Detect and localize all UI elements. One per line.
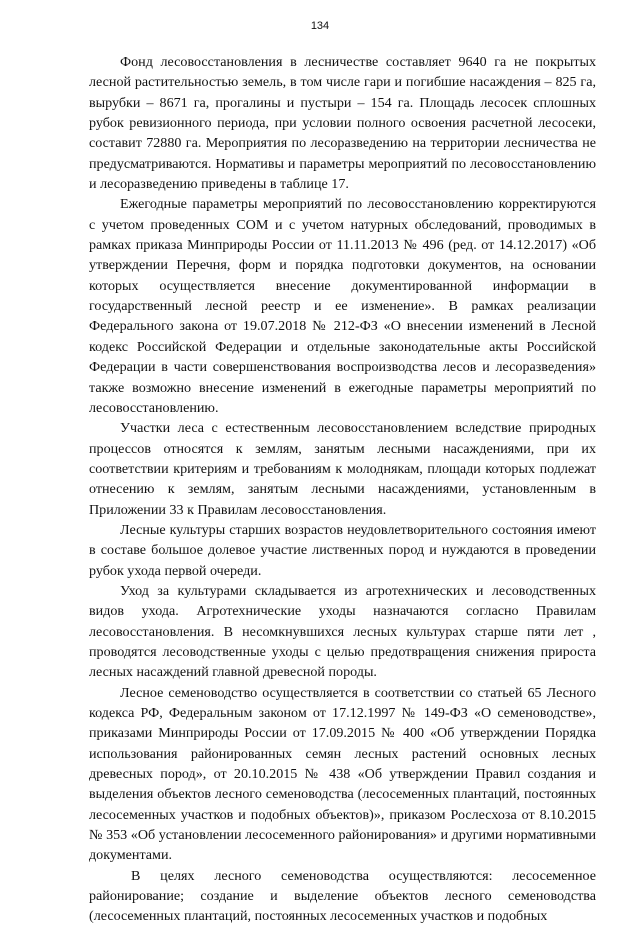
paragraph-seed-production: Лесное семеноводство осуществляется в соответствии со статьей 65 Лесного кодекса РФ, Федеральным законом от 17.12.1997 № 149-ФЗ «О семеноводстве», приказами Минприроды России от 17.09.2015 № 400 «Об утверждении Порядка использования районированных семян лесных растений основных лесных древесных пород», от 20.10.2015 № 438 «Об утверждении Правил создания и выделения объектов лесного семеноводства (лесосеменных плантаций, постоянных лесосеменных участков и подобных объектов)», приказом Рослесхоза от 8.10.2015 № 353 «Об установлении лесосеменного районирования» и другими нормативными документами. <box>89 684 596 864</box>
paragraph-seed-production-goals: В целях лесного семеноводства осуществляются: лесосеменное районирование; создание и выделение объектов лесного семеноводства (лесосеменных плантаций, постоянных лесосеменных участков и подобных <box>89 867 596 925</box>
paragraph-reforestation-fund: Фонд лесовосстановления в лесничестве составляет 9640 га не покрытых лесной растительностью земель, в том числе гари и погибшие насаждения – 825 га, вырубки – 8671 га, прогалины и пустыри – 154 га. Площадь лесосек сплошных рубок ревизионного периода, при условии полного освоения расчетной лесосеки, составит 72880 га. Мероприятия по лесоразведению на территории лесничества не предусматриваются. Нормативы и параметры мероприятий по лесовосстановлению и лесоразведению приведены в таблице 17. <box>89 54 596 193</box>
page-number: 134 <box>310 20 330 32</box>
paragraph-older-plantations: Лесные культуры старших возрастов неудовлетворительного состояния имеют в составе большое долевое участие лиственных пород и нуждаются в проведении рубок ухода первой очереди. <box>89 521 596 579</box>
document-body <box>89 52 596 927</box>
paragraph-annual-parameters: Ежегодные параметры мероприятий по лесовосстановлению корректируются с учетом проведенных СОМ и с учетом натурных обследований, проводимых в рамках приказа Минприроды России от 11.11.2013 № 496 (ред. от 14.12.2017) «Об утверждении Перечня, форм и порядка подготовки документов, на основании которых осуществляется внесение документированной информации в государственный лесной реестр и ее изменение». В рамках реализации Федерального закона от 19.07.2018 № 212-ФЗ «О внесении изменений в Лесной кодекс Российской Федерации и отдельные законодательные акты Российской Федерации в части совершенствования воспроизводства лесов и лесоразведения» также возможно внесение изменений в ежегодные параметры мероприятий по лесовосстановлению. <box>89 196 596 416</box>
paragraph-plantation-care: Уход за культурами складывается из агротехнических и лесоводственных видов ухода. Агротехнические уходы назначаются согласно Правилам лесовосстановления. В несомкнувшихся лесных культурах старше пяти лет , проводятся лесоводственные уходы с целью предотвращения снижения прироста лесных насаждений главной древесной породы. <box>89 582 596 681</box>
paragraph-natural-regeneration: Участки леса с естественным лесовосстановлением вследствие природных процессов относятся к землям, занятым лесными насаждениями, при их соответствии критериям и требованиям к молоднякам, площади которых подлежат отнесению к землям, занятым лесными насаждениями, установленным в Приложении 33 к Правилам лесовосстановления. <box>89 420 596 518</box>
